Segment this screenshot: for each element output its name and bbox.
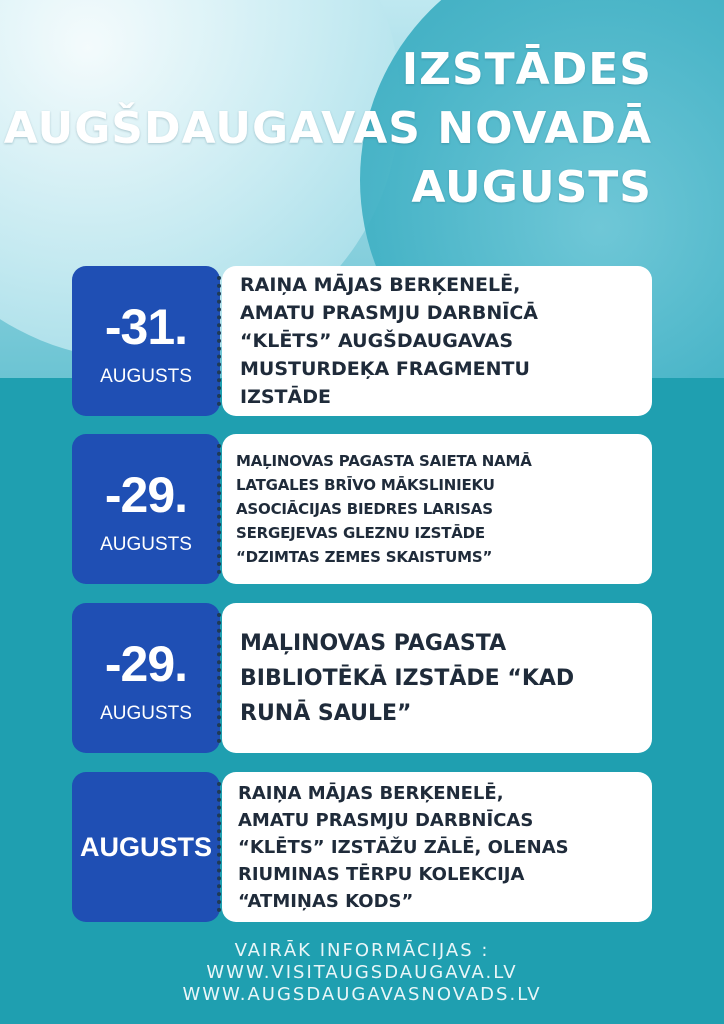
description-line: RUNĀ SAULE” (240, 700, 412, 726)
event-description (222, 780, 577, 915)
description-line: MUSTURDEĶA FRAGMENTU (240, 358, 530, 380)
event-description (222, 626, 588, 731)
description-box (222, 434, 652, 584)
description-box (222, 266, 652, 416)
date-box (72, 434, 220, 584)
event-card (72, 434, 652, 584)
poster-title (4, 40, 652, 217)
title-line-3: AUGUSTS (411, 162, 652, 213)
description-line: MAĻINOVAS PAGASTA SAIETA NAMĀ (236, 452, 532, 470)
date-month: AUGUSTS (79, 832, 212, 862)
event-card (72, 603, 652, 753)
event-description (222, 449, 540, 569)
date-number: -31. (104, 299, 188, 355)
date-box (72, 772, 220, 922)
footer-info (0, 940, 724, 1006)
date-month: AUGUSTS (100, 366, 192, 387)
title-line-2: AUGŠDAUGAVAS NOVADĀ (3, 103, 652, 154)
title-line-1: IZSTĀDES (401, 44, 652, 95)
event-card (72, 266, 652, 416)
description-line: “KLĒTS” IZSTĀŽU ZĀLĒ, OLENAS (238, 836, 569, 858)
description-line: “ATMIŅAS KODS” (238, 890, 414, 912)
date-month: AUGUSTS (100, 534, 192, 555)
description-line: AMATU PRASMJU DARBNĪCĀ (240, 302, 539, 324)
description-line: RAIŅA MĀJAS BERĶENELĒ, (240, 274, 521, 296)
event-description (222, 271, 552, 411)
date-number: -29. (104, 636, 188, 692)
ticket-perforation (217, 782, 221, 912)
description-line: “KLĒTS” AUGŠDAUGAVAS (240, 330, 514, 352)
description-box (222, 772, 652, 922)
ticket-perforation (217, 444, 221, 574)
ticket-perforation (217, 613, 221, 743)
description-line: BIBLIOTĒKĀ IZSTĀDE “KAD (240, 665, 575, 691)
description-line: AMATU PRASMJU DARBNĪCAS (238, 809, 534, 831)
event-card (72, 772, 652, 922)
description-box (222, 603, 652, 753)
description-line: RAIŅA MĀJAS BERĶENELĒ, (238, 782, 504, 804)
ticket-perforation (217, 276, 221, 406)
date-box (72, 266, 220, 416)
description-line: SERGEJEVAS GLEZNU IZSTĀDE (236, 524, 485, 542)
date-box (72, 603, 220, 753)
description-line: MAĻINOVAS PAGASTA (240, 630, 507, 656)
website-link[interactable]: WWW.VISITAUGSDAUGAVA.LV (206, 962, 518, 983)
description-line: RIUMINAS TĒRPU KOLEKCIJA (238, 863, 525, 885)
description-line: “DZIMTAS ZEMES SKAISTUMS” (236, 548, 493, 566)
footer-label: VAIRĀK INFORMĀCIJAS : (234, 940, 490, 961)
description-line: ASOCIĀCIJAS BIEDRES LARISAS (236, 500, 493, 518)
description-line: IZSTĀDE (240, 386, 331, 408)
website-link[interactable]: WWW.AUGSDAUGAVASNOVADS.LV (182, 984, 542, 1005)
description-line: LATGALES BRĪVO MĀKSLINIEKU (236, 476, 495, 494)
date-month: AUGUSTS (100, 703, 192, 724)
date-number: -29. (104, 467, 188, 523)
